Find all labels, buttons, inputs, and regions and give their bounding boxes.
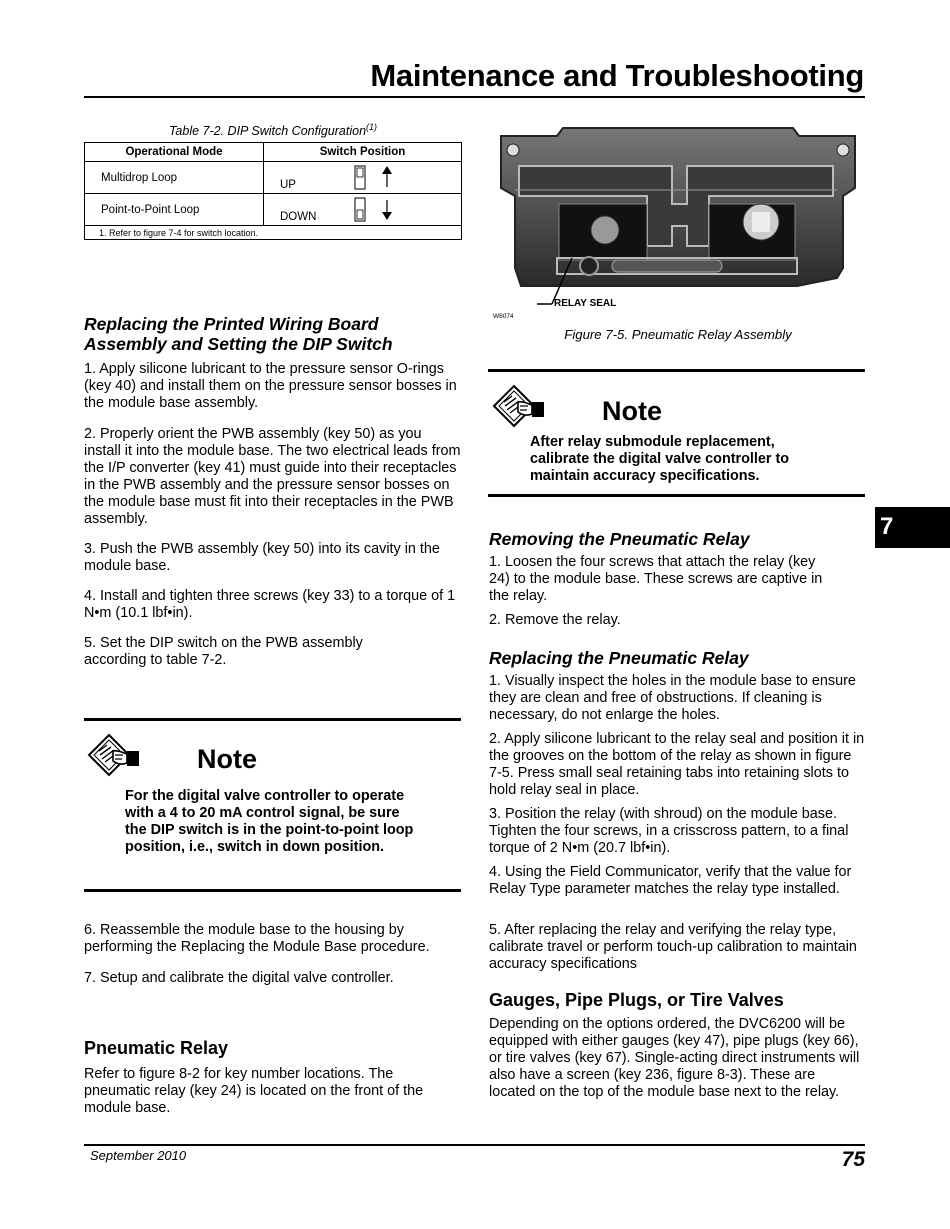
note-top-rule bbox=[488, 369, 865, 372]
table-header-mode: Operational Mode bbox=[85, 143, 264, 162]
step-paragraph: 3. Position the relay (with shroud) on the module base. Tighten the four screws, in a crisscross pattern, to a final torque of 2 N•m (20.7 lbf•in). bbox=[489, 806, 849, 856]
step-paragraph: 1. Loosen the four screws that attach the relay (key 24) to the module base. These screws are captive in the relay. bbox=[489, 554, 823, 604]
table-cell-position bbox=[264, 194, 462, 226]
section-heading-line: Replacing the Printed Wiring Board bbox=[84, 314, 379, 334]
table-caption bbox=[84, 122, 462, 138]
switch-up-icon bbox=[352, 165, 396, 191]
step-paragraph: 1. Apply silicone lubricant to the pressure sensor O-rings (key 40) and install them on the pressure sensor bosses in the module base assembly. bbox=[84, 361, 457, 411]
step-paragraph: 5. After replacing the relay and verifying the relay type, calibrate travel or perform touch-up calibration to maintain accuracy specifications bbox=[489, 922, 857, 972]
step-paragraph: 6. Reassemble the module base to the housing by performing the Replacing the Module Base procedure. bbox=[84, 922, 430, 955]
section-tab-marker: 7 bbox=[875, 507, 950, 548]
note-body: After relay submodule replacement, calibrate the digital valve controller to maintain accuracy specifications. bbox=[530, 434, 790, 484]
section-heading-replacing-relay: Replacing the Pneumatic Relay bbox=[489, 648, 749, 668]
section-heading-pneumatic-relay: Pneumatic Relay bbox=[84, 1038, 229, 1058]
step-paragraph: 1. Visually inspect the holes in the module base to ensure they are clean and free of obstructions. If cleaning is necessary, do not enlarge the holes. bbox=[489, 673, 856, 723]
step-paragraph: 5. Set the DIP switch on the PWB assembly according to table 7-2. bbox=[84, 635, 363, 668]
header-rule bbox=[84, 96, 865, 98]
section-heading-removing-relay: Removing the Pneumatic Relay bbox=[489, 529, 750, 549]
note-title: Note bbox=[197, 744, 257, 774]
section-heading-line: Assembly and Setting the DIP Switch bbox=[84, 334, 393, 354]
table-caption-text: Table 7-2. DIP Switch Configuration bbox=[168, 124, 367, 139]
step-paragraph: 7. Setup and calibrate the digital valve controller. bbox=[84, 970, 394, 986]
step-paragraph: 2. Remove the relay. bbox=[489, 612, 621, 628]
pneumatic-relay-photo bbox=[497, 126, 859, 316]
table-row bbox=[85, 194, 462, 226]
figure-caption: Figure 7-5. Pneumatic Relay Assembly bbox=[564, 327, 792, 342]
step-paragraph: 4. Using the Field Communicator, verify that the value for Relay Type parameter matches the relay type installed. bbox=[489, 864, 852, 897]
position-value: DOWN bbox=[280, 211, 317, 223]
footer-date: September 2010 bbox=[90, 1148, 187, 1163]
footer-rule bbox=[84, 1144, 865, 1146]
page-number: 75 bbox=[841, 1148, 865, 1171]
step-paragraph: 4. Install and tighten three screws (key 33) to a torque of 1 N•m (10.1 lbf•in). bbox=[84, 588, 456, 621]
page-title: Maintenance and Troubleshooting bbox=[370, 58, 864, 93]
body-paragraph: Depending on the options ordered, the DVC6200 will be equipped with either gauges (key 47), pipe plugs (key 66), or tire valves (key 67). Single-acting direct instruments will also have a screen (key 236, figure 8-3). These are located on the top of the module base next to the relay. bbox=[489, 1016, 860, 1100]
position-value: UP bbox=[280, 179, 296, 191]
note-bottom-rule bbox=[84, 889, 461, 892]
figure-code: W8074 bbox=[493, 313, 514, 320]
note-body: For the digital valve controller to operate with a 4 to 20 mA control signal, be sure the DIP switch is in the point-to-point loop position, i.e., switch in down position. bbox=[125, 788, 414, 855]
relay-seal-label: RELAY SEAL bbox=[554, 298, 617, 309]
note-hand-icon bbox=[87, 733, 145, 781]
note-hand-icon bbox=[492, 384, 550, 432]
step-paragraph: 2. Properly orient the PWB assembly (key 50) as you install it into the module base. The two electrical leads from the I/P converter (key 41) must guide into their receptacles in the PWB assembly and the pressure sensor bosses on the module base must fit into their receptacles in the PWB assembly. bbox=[84, 426, 461, 527]
table-footnote: 1. Refer to figure 7-4 for switch location. bbox=[85, 226, 462, 240]
step-paragraph: 3. Push the PWB assembly (key 50) into its cavity in the module base. bbox=[84, 541, 440, 574]
section-heading-gauges: Gauges, Pipe Plugs, or Tire Valves bbox=[489, 990, 784, 1010]
table-cell-position bbox=[264, 162, 462, 194]
body-paragraph: Refer to figure 8-2 for key number locations. The pneumatic relay (key 24) is located on the front of the module base. bbox=[84, 1066, 424, 1116]
note-top-rule bbox=[84, 718, 461, 721]
dip-switch-table bbox=[84, 142, 462, 240]
note-title: Note bbox=[602, 396, 662, 426]
switch-down-icon bbox=[352, 197, 396, 223]
table-row bbox=[85, 162, 462, 194]
table-caption-footnote-ref: (1) bbox=[366, 122, 378, 132]
step-paragraph: 2. Apply silicone lubricant to the relay seal and position it in the grooves on the bottom of the relay as shown in figure 7-5. Press small seal retaining tabs into retaining slots to hold relay seal in place. bbox=[489, 731, 865, 798]
table-header-position: Switch Position bbox=[264, 143, 462, 162]
section-heading-pwb bbox=[84, 314, 464, 354]
note-bottom-rule bbox=[488, 494, 865, 497]
table-cell-mode: Multidrop Loop bbox=[85, 162, 264, 194]
table-cell-mode: Point-to-Point Loop bbox=[85, 194, 264, 226]
